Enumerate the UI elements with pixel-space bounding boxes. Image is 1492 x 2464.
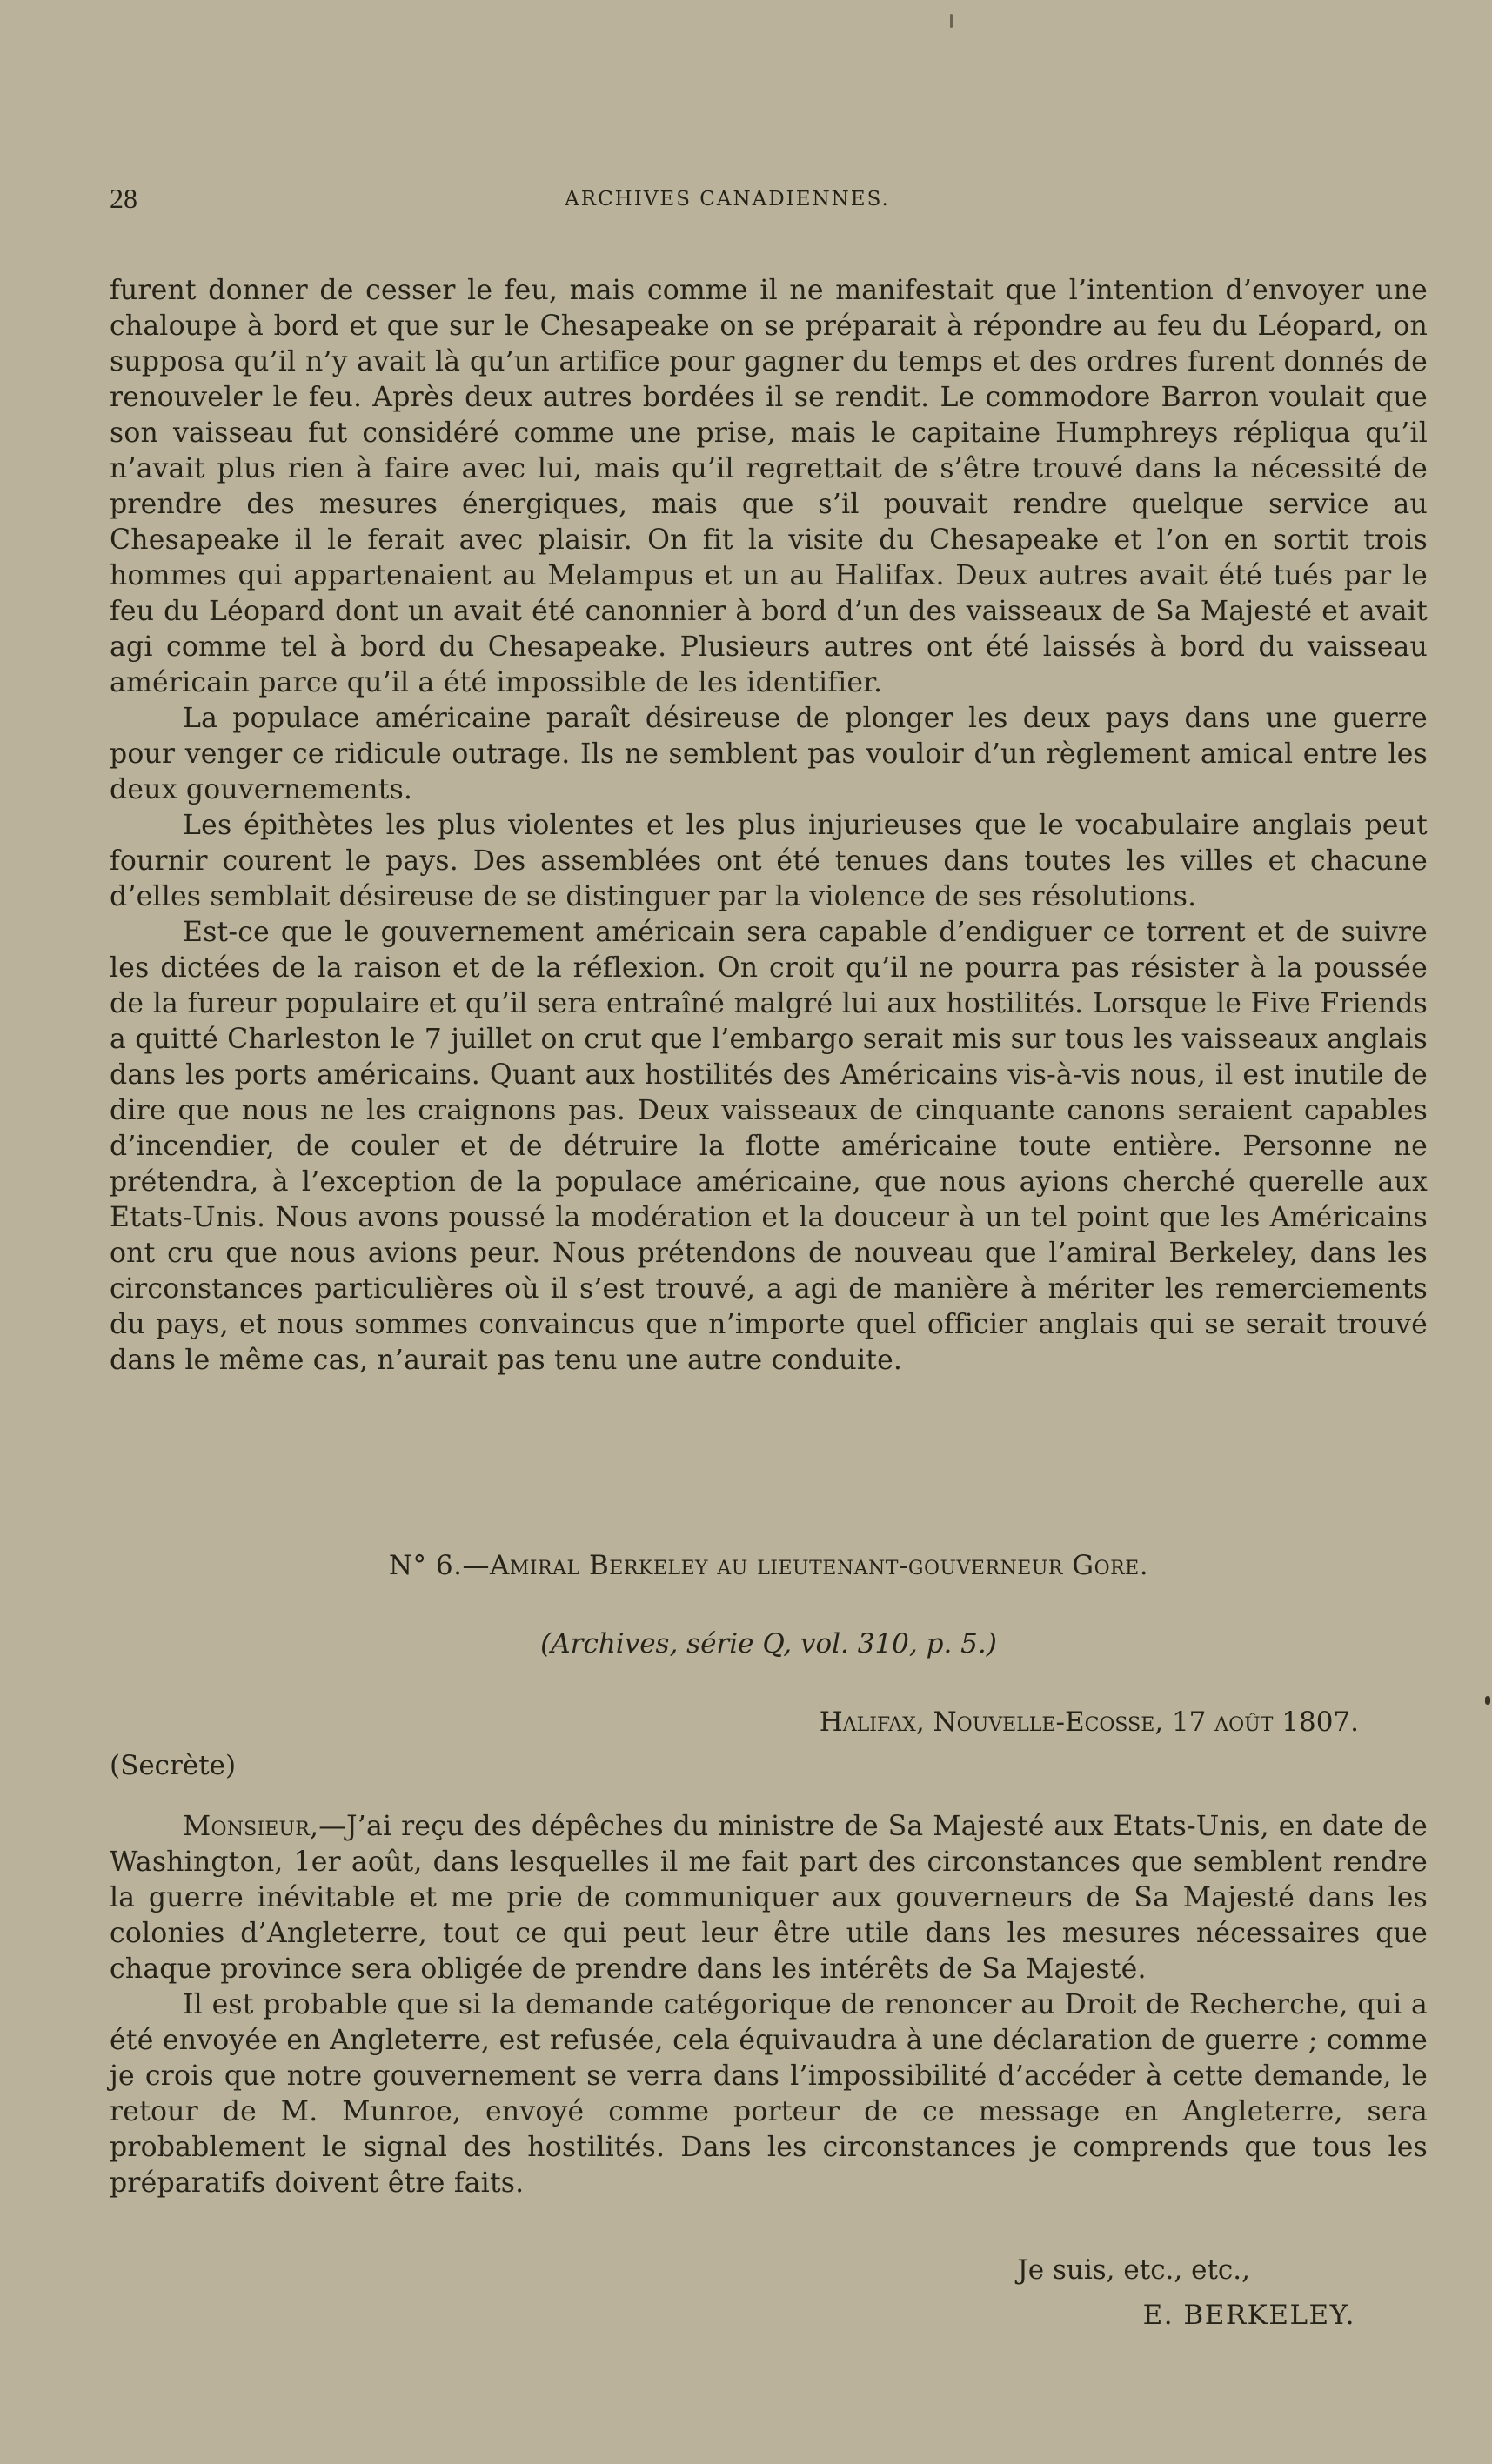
page-number: 28 [110,183,137,214]
scan-speck [950,14,953,28]
document-number: N° 6. [388,1550,463,1581]
paragraph-gouvernement: Est-ce que le gouvernement américain sera capable d’endiguer ce torrent et de suivre les dictées de la raison et de la réflexion. On croit qu’il ne pourra pas résister à la poussée de la fureur populaire et qu’il sera entraîné malgré lui aux hostilités. Lorsque le Five Friends a quitté Charleston le 7 juillet on crut que l’embargo serait mis sur tous les vaisseaux anglais dans les ports américains. Quant aux hostilités des Américains vis-à-vis nous, il est inutile de dire que nous ne les craignons pas. Deux vaisseaux de cinquante canons seraient capables d’incendier, de couler et de détruire la flotte américaine toute entière. Personne ne prétendra, à l’exception de la populace américaine, que nous ayions cherché querelle aux Etats-Unis. Nous avons poussé la modération et la douceur à un tel point que les Américains ont cru que nous avions peur. Nous prétendons de nouveau que l’amiral Berkeley, dans les circonstances particulières où il s’est trouvé, a agi de manière à mériter les remerciements du pays, et nous sommes convaincus que n’importe quel officier anglais qui se serait trouvé dans le même cas, n’aurait pas tenu une autre conduite. [110,917,1428,1376]
paragraph-epithetes: Les épithètes les plus violentes et les plus injurieuses que le vocabulaire anglais peut fournir courent le pays. Des assemblées ont été tenues dans toutes les villes et chacune d’elles semblait désireuse de se distinguer par la violence de ses résolutions. [110,810,1428,912]
article-body [110,273,1428,1379]
classification-label: (Secrète) [110,1750,237,1781]
letter-paragraph-2: Il est probable que si la demande catégorique de renoncer au Droit de Recherche, qui a été envoyée en Angleterre, est refusée, cela équivaudra à une déclaration de guerre ; comme je crois que notre gouvernement se verra dans l’impossibilité d’accéder à cette demande, le retour de M. Munroe, envoyé comme porteur de ce message en Angleterre, sera probablement le signal des hostilités. Dans les circonstances je comprends que tous les préparatifs doivent être faits. [110,1989,1428,2199]
letter-paragraph-1-text: —J’ai reçu des dépêches du ministre de Sa Majesté aux Etats-Unis, en date de Washington, 1er août, dans lesquelles il me fait part des circonstances que semblent rendre la guerre inévitable et me prie de communiquer aux gouverneurs de Sa Majesté dans les colonies d’Angleterre, tout ce qui peut leur être utile dans les mesures nécessaires que chaque province sera obligée de prendre dans les intérêts de Sa Majesté. [110,1811,1428,1985]
running-title: ARCHIVES CANADIENNES. [565,188,890,210]
document-heading [110,1550,1428,1581]
letter-body [110,1809,1428,2201]
dateline: Halifax, Nouvelle-Ecosse, 17 août 1807. [819,1706,1359,1738]
paragraph-populace: La populace américaine paraît désireuse de plonger les deux pays dans une guerre pour venger ce ridicule outrage. Ils ne semblent pas vouloir d’un règlement amical entre les deux gouvernements. [110,703,1428,805]
running-head [110,183,1428,217]
signature: E. BERKELEY. [1142,2300,1355,2331]
salutation: Monsieur, [183,1811,319,1842]
letter-paragraph-1 [110,1809,1428,1987]
archive-reference: (Archives, série Q, vol. 310, p. 5.) [540,1628,997,1659]
heading-dash: — [462,1550,490,1581]
closing-formula: Je suis, etc., etc., [1017,2254,1250,2286]
scan-speck [1485,1696,1490,1705]
paragraph-continuation: furent donner de cesser le feu, mais comme il ne manifestait que l’intention d’envoyer une chaloupe à bord et que sur le Chesapeake on se préparait à répondre au feu du Léopard, on supposa qu’il n’y avait là qu’un artifice pour gagner du temps et des ordres furent donnés de renouveler le feu. Après deux autres bordées il se rendit. Le commodore Barron voulait que son vaisseau fut considéré comme une prise, mais le capitaine Humphreys répliqua qu’il n’avait plus rien à faire avec lui, mais qu’il regrettait de s’être trouvé dans la nécessité de prendre des mesures énergiques, mais que s’il pouvait rendre quelque service au Chesapeake il le ferait avec plaisir. On fit la visite du Chesapeake et l’on en sortit trois hommes qui appartenaient au Melampus et un au Halifax. Deux autres avait été tués par le feu du Léopard dont un avait été canonnier à bord d’un des vaisseaux de Sa Majesté et avait agi comme tel à bord du Chesapeake. Plusieurs autres ont été laissés à bord du vaisseau américain parce qu’il a été impossible de les identifier. [110,275,1428,698]
document-title: Amiral Berkeley au lieutenant-gouverneur Gore. [489,1550,1149,1581]
